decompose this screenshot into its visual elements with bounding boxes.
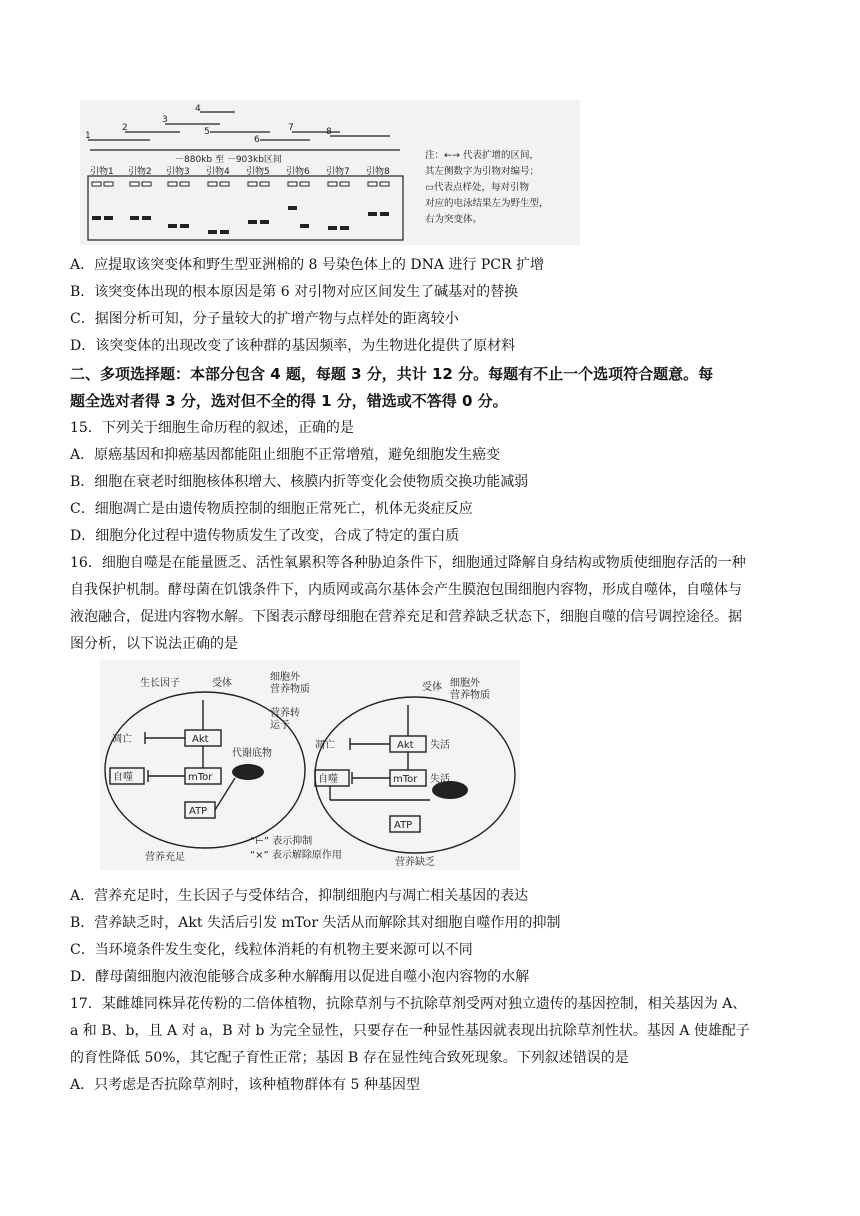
label-akt-inactive: 失活 xyxy=(430,740,450,751)
q16-stem-line1: 16．细胞自噬是在能量匮乏、活性氧累积等各种胁迫条件下，细胞通过降解自身结构或物质使细胞存活的一种 xyxy=(70,555,746,571)
label-transporter-2: 运子 xyxy=(270,720,290,731)
label-growth-factor: 生长因子 xyxy=(140,678,180,689)
q17-stem-line3: 的育性降低 50%，其它配子育性正常；基因 B 存在显性纯合致死现象。下列叙述错误的是 xyxy=(70,1050,629,1066)
mitochondrion-left xyxy=(232,764,264,780)
figure-autophagy-signaling xyxy=(100,660,520,870)
q15-option-a: A．原癌基因和抑癌基因都能阻止细胞不正常增殖，避免细胞发生癌变 xyxy=(70,447,501,463)
q15-stem: 15．下列关于细胞生命历程的叙述，正确的是 xyxy=(70,420,354,436)
label-transporter-1: 营养转 xyxy=(270,708,300,719)
q16-option-c: C．当环境条件发生变化，线粒体消耗的有机物主要来源可以不同 xyxy=(70,942,473,958)
label-extracellular-left-1: 细胞外 xyxy=(270,672,300,683)
primer-label-5: 引物5 xyxy=(246,167,270,177)
q16-stem-line4: 图分析，以下说法正确的是 xyxy=(70,636,238,652)
label-atp-left: ATP xyxy=(189,806,208,817)
q14-option-b: B．该突变体出现的根本原因是第 6 对引物对应区间发生了碱基对的替换 xyxy=(70,284,519,300)
label-autophagy-right: 自噬 xyxy=(318,774,338,785)
interval-number-3: 3 xyxy=(162,115,168,125)
figure-pcr-svg xyxy=(80,100,580,245)
primer-label-1: 引物1 xyxy=(90,167,114,177)
label-receptor-right: 受体 xyxy=(422,682,442,693)
label-mtor-right: mTor xyxy=(393,774,418,785)
interval-number-6: 6 xyxy=(254,135,260,145)
label-apoptosis-right: 凋亡 xyxy=(315,740,335,751)
interval-number-2: 2 xyxy=(122,123,128,133)
q16-option-d: D．酵母菌细胞内液泡能够合成多种水解酶用以促进自噬小泡内容物的水解 xyxy=(70,969,530,985)
label-extracellular-right-1: 细胞外 xyxy=(450,678,480,689)
label-apoptosis-left: 凋亡 xyxy=(112,734,132,745)
label-metabolite: 代谢底物 xyxy=(232,748,272,759)
label-receptor-left: 受体 xyxy=(212,678,232,689)
primer-label-4: 引物4 xyxy=(206,167,230,177)
q14-option-d: D．该突变体的出现改变了该种群的基因频率，为生物进化提供了原材料 xyxy=(70,338,516,354)
interval-number-5: 5 xyxy=(204,127,210,137)
legend-inhibit: “⊢” 表示抑制 xyxy=(250,836,313,847)
primer-label-3: 引物3 xyxy=(166,167,190,177)
q17-option-a: A．只考虑是否抗除草剂时，该种植物群体有 5 种基因型 xyxy=(70,1077,420,1093)
label-autophagy-left: 自噬 xyxy=(113,772,133,783)
section2-heading-line2: 题全选对者得 3 分，选对但不全的得 1 分，错选或不答得 0 分。 xyxy=(70,392,508,410)
label-extracellular-left-2: 营养物质 xyxy=(270,684,310,695)
label-atp-right: ATP xyxy=(394,820,413,831)
interval-number-1: 1 xyxy=(85,131,91,141)
primer-label-7: 引物7 xyxy=(326,167,350,177)
interval-number-8: 8 xyxy=(326,127,332,137)
q15-option-c: C．细胞凋亡是由遗传物质控制的细胞正常死亡，机体无炎症反应 xyxy=(70,501,473,517)
label-mtor-inactive: 失活 xyxy=(430,774,450,785)
q16-stem-line2: 自我保护机制。酵母菌在饥饿条件下，内质网或高尔基体会产生膜泡包围细胞内容物，形成自噬体，自噬体与 xyxy=(70,582,742,598)
label-mtor-left: mTor xyxy=(188,772,213,783)
legend-release: “×” 表示解除原作用 xyxy=(250,850,342,861)
q16-option-b: B．营养缺乏时，Akt 失活后引发 mTor 失活从而解除其对细胞自噬作用的抑制 xyxy=(70,915,561,931)
primer-label-8: 引物8 xyxy=(366,167,390,177)
primer-label-6: 引物6 xyxy=(286,167,310,177)
interval-number-7: 7 xyxy=(288,123,294,133)
q17-stem-line1: 17．某雌雄同株异花传粉的二倍体植物，抗除草剂与不抗除草剂受两对独立遗传的基因控制，相关基因为 A、 xyxy=(70,996,747,1012)
figure-autophagy-svg xyxy=(100,660,520,870)
q16-stem-line3: 液泡融合，促进内容物水解。下图表示酵母细胞在营养充足和营养缺乏状态下，细胞自噬的信号调控途径。据 xyxy=(70,609,742,625)
label-nutrient-sufficient: 营养充足 xyxy=(145,852,185,863)
q17-stem-line2: a 和 B、b，且 A 对 a，B 对 b 为完全显性，只要存在一种显性基因就表现出抗除草剂性状。基因 A 使雄配子 xyxy=(70,1023,750,1039)
figure1-note-3: ▭代表点样处，每对引物 xyxy=(425,182,529,193)
section2-heading-line1: 二、多项选择题：本部分包含 4 题，每题 3 分，共计 12 分。每题有不止一个选项符合题意。每 xyxy=(70,365,714,383)
figure1-note-1: 注：←→ 代表扩增的区间， xyxy=(425,150,539,161)
label-nutrient-deficient: 营养缺乏 xyxy=(395,857,435,868)
label-extracellular-right-2: 营养物质 xyxy=(450,690,490,701)
q15-option-d: D．细胞分化过程中遗传物质发生了改变，合成了特定的蛋白质 xyxy=(70,528,460,544)
figure1-note-4: 对应的电泳结果左为野生型， xyxy=(425,198,549,209)
label-akt-right: Akt xyxy=(397,740,414,751)
q15-option-b: B．细胞在衰老时细胞核体积增大、核膜内折等变化会使物质交换功能减弱 xyxy=(70,474,529,490)
figure1-note-5: 右为突变体。 xyxy=(425,214,483,225)
interval-number-4: 4 xyxy=(195,104,201,114)
label-akt-left: Akt xyxy=(192,734,209,745)
primer-label-2: 引物2 xyxy=(128,167,152,177)
figure-pcr-electrophoresis xyxy=(80,100,580,245)
q14-option-c: C．据图分析可知，分子量较大的扩增产物与点样处的距离较小 xyxy=(70,311,459,327)
figure1-note-2: 其左侧数字为引物对编号； xyxy=(425,166,540,177)
q14-option-a: A．应提取该突变体和野生型亚洲棉的 8 号染色体上的 DNA 进行 PCR 扩增 xyxy=(70,257,544,273)
region-label: －880kb 至 －903kb区间 xyxy=(175,155,282,165)
q16-option-a: A．营养充足时，生长因子与受体结合，抑制细胞内与凋亡相关基因的表达 xyxy=(70,888,529,904)
